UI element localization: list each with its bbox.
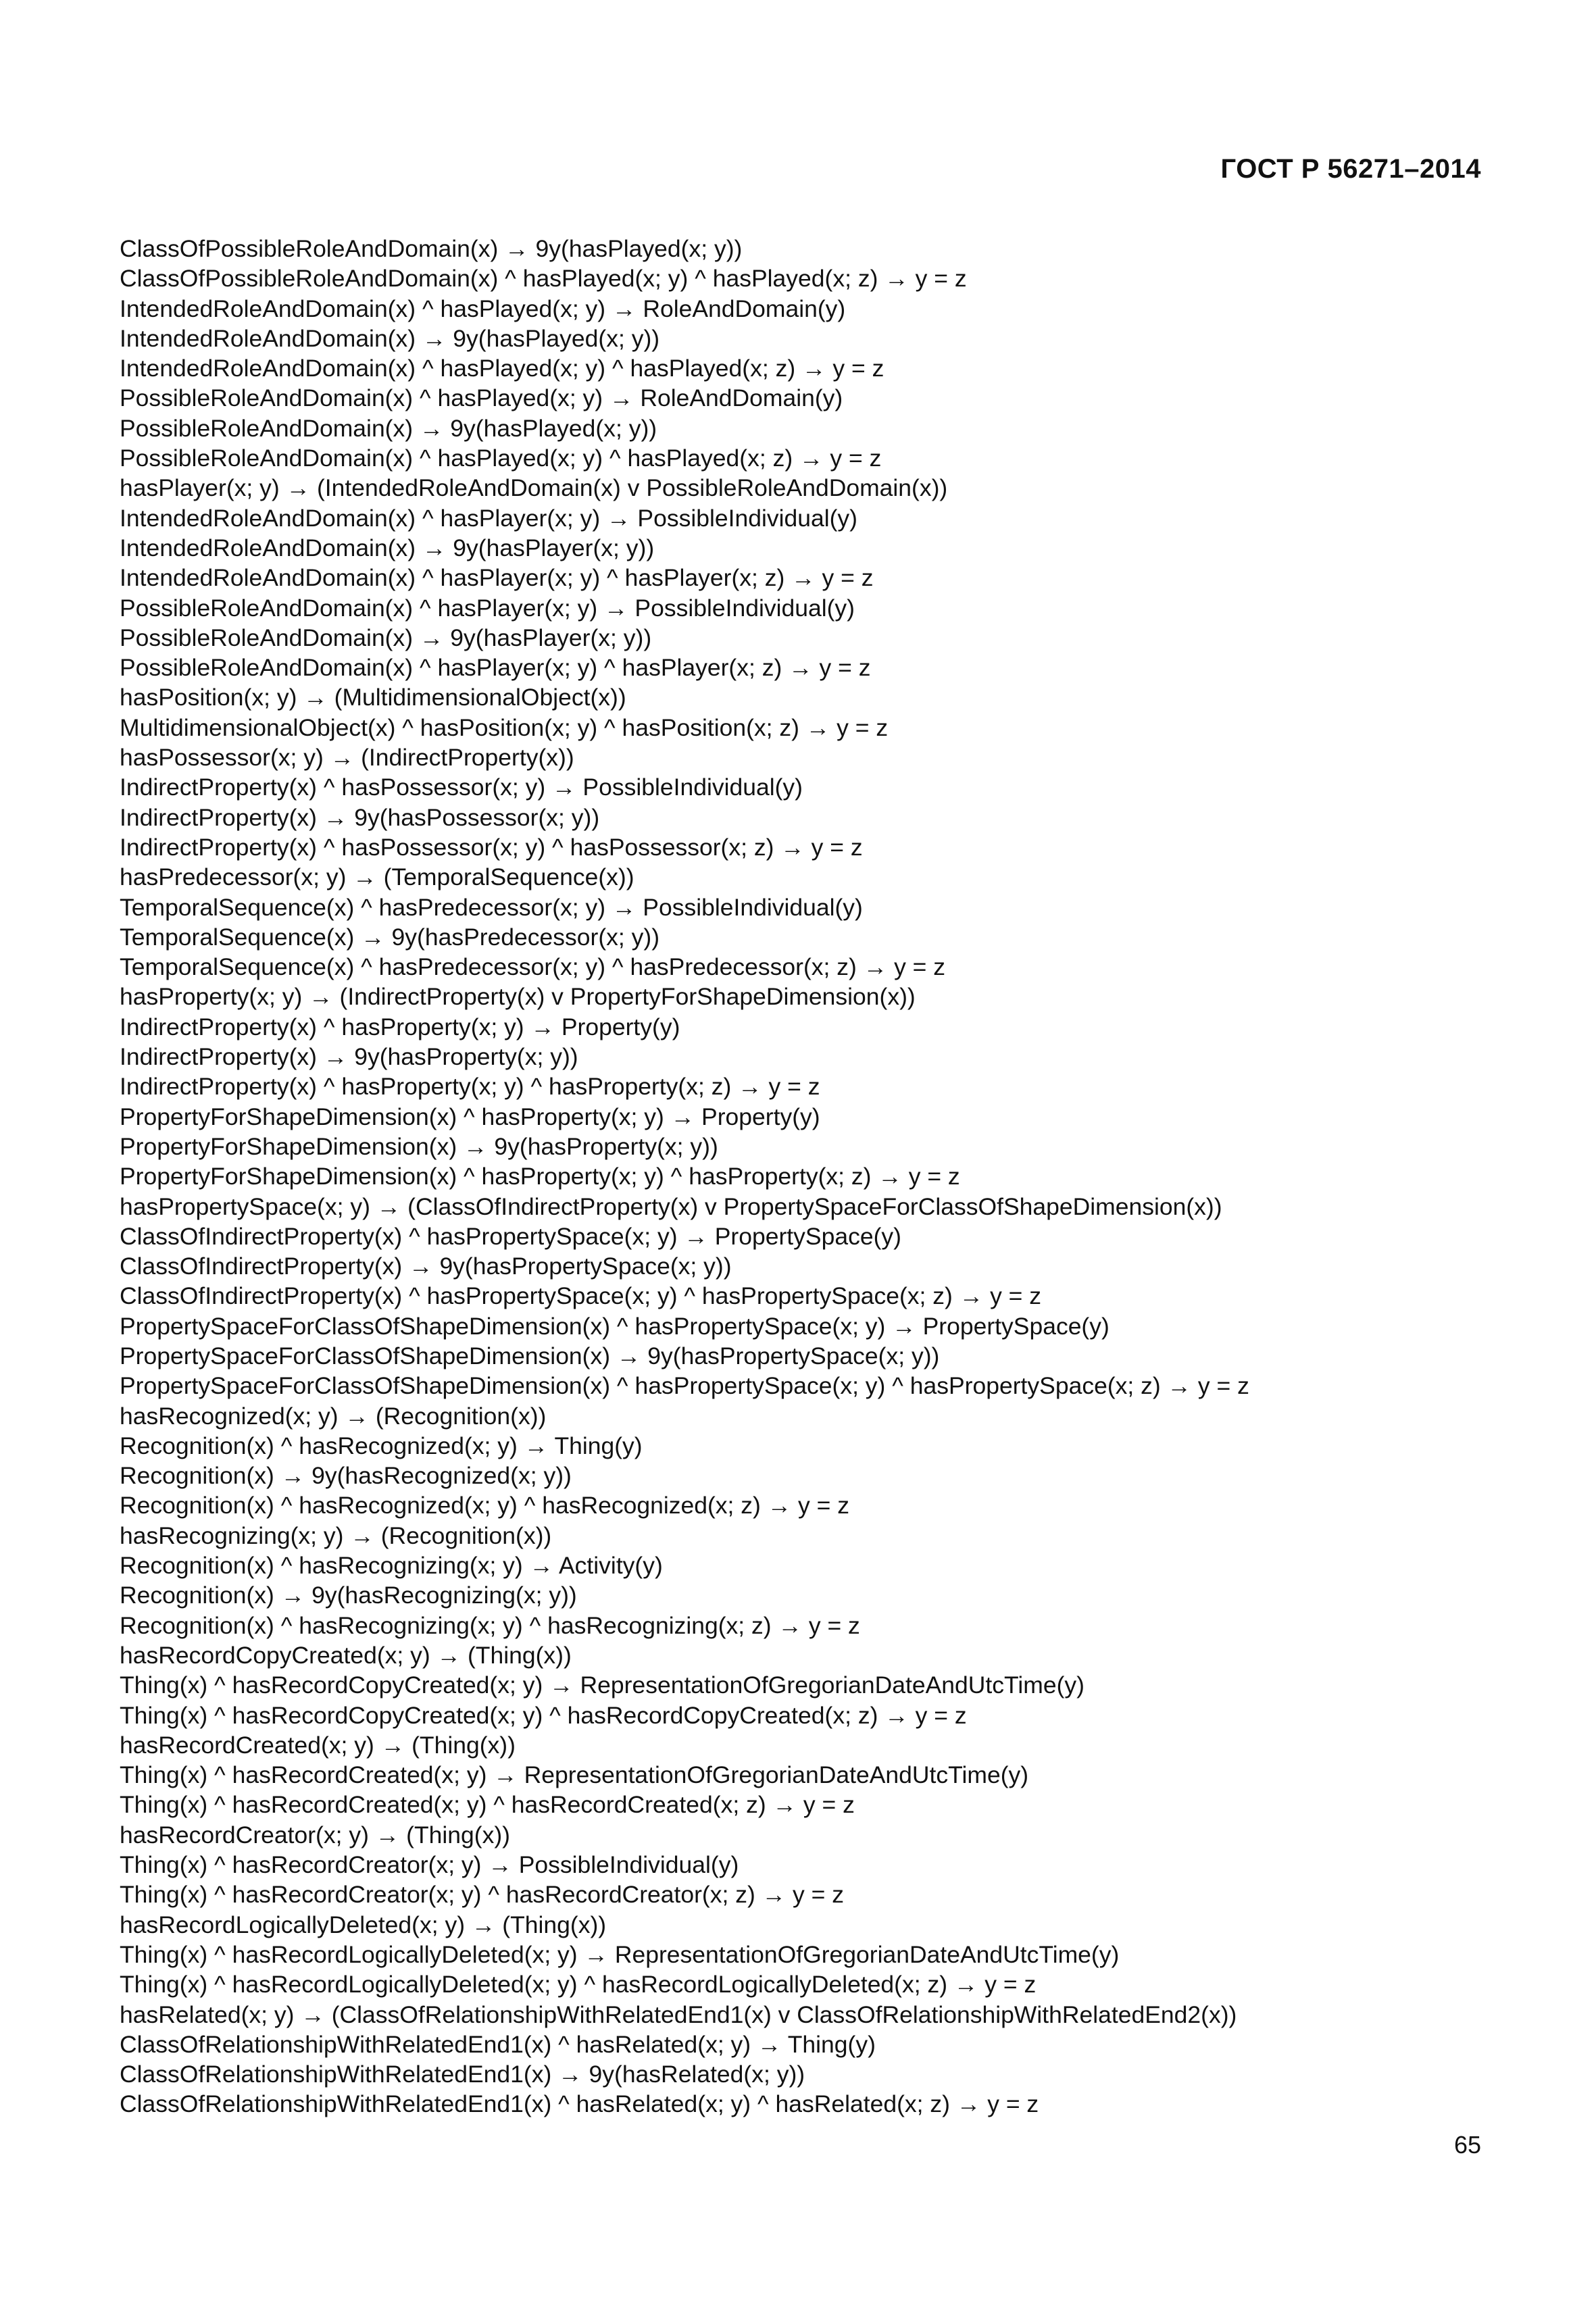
axiom-line: hasPossessor(x; y) → (IndirectProperty(x)) [120, 744, 574, 772]
axiom-line: Thing(x) ^ hasRecordCreator(x; y) ^ hasRecordCreator(x; z) → y = z [120, 1881, 844, 1909]
axiom-line: IntendedRoleAndDomain(x) ^ hasPlayer(x; y) ^ hasPlayer(x; z) → y = z [120, 564, 874, 592]
axiom-line: Thing(x) ^ hasRecordCreated(x; y) ^ hasRecordCreated(x; z) → y = z [120, 1791, 855, 1819]
axiom-line: Recognition(x) ^ hasRecognized(x; y) → Thing(y) [120, 1432, 643, 1459]
axiom-line: IndirectProperty(x) → 9y(hasPossessor(x; y)) [120, 803, 600, 831]
axiom-line: hasPredecessor(x; y) → (TemporalSequence(x)) [120, 863, 634, 891]
axiom-line: Thing(x) ^ hasRecordLogicallyDeleted(x; y) → RepresentationOfGregorianDateAndUtcTime(y) [120, 1940, 1120, 1968]
axiom-line: hasRecognized(x; y) → (Recognition(x)) [120, 1402, 547, 1430]
axiom-line: ClassOfPossibleRoleAndDomain(x) ^ hasPlayed(x; y) ^ hasPlayed(x; z) → y = z [120, 265, 967, 293]
axiom-line: PossibleRoleAndDomain(x) ^ hasPlayer(x; y) → PossibleIndividual(y) [120, 594, 855, 622]
axiom-line: hasRecordCreated(x; y) → (Thing(x)) [120, 1731, 516, 1759]
axiom-line: PropertySpaceForClassOfShapeDimension(x) ^ hasPropertySpace(x; y) → PropertySpace(y) [120, 1312, 1109, 1340]
axiom-line: hasRelated(x; y) → (ClassOfRelationshipWithRelatedEnd1(x) v ClassOfRelationshipWithRelatedEnd2(x)) [120, 2001, 1237, 2028]
axiom-line: ClassOfRelationshipWithRelatedEnd1(x) ^ hasRelated(x; y) → Thing(y) [120, 2030, 876, 2058]
axiom-line: ClassOfPossibleRoleAndDomain(x) → 9y(hasPlayed(x; y)) [120, 235, 743, 262]
axiom-line: Thing(x) ^ hasRecordCopyCreated(x; y) ^ hasRecordCopyCreated(x; z) → y = z [120, 1701, 967, 1729]
axiom-line: hasProperty(x; y) → (IndirectProperty(x) v PropertyForShapeDimension(x)) [120, 983, 916, 1011]
axiom-line: Thing(x) ^ hasRecordCreated(x; y) → RepresentationOfGregorianDateAndUtcTime(y) [120, 1761, 1029, 1789]
axiom-line: hasRecordCreator(x; y) → (Thing(x)) [120, 1821, 510, 1848]
axiom-line: Recognition(x) ^ hasRecognizing(x; y) → Activity(y) [120, 1552, 663, 1580]
axiom-line: IntendedRoleAndDomain(x) → 9y(hasPlayer(x; y)) [120, 534, 655, 561]
axiom-line: PropertyForShapeDimension(x) ^ hasProperty(x; y) ^ hasProperty(x; z) → y = z [120, 1163, 960, 1190]
axiom-line: IntendedRoleAndDomain(x) ^ hasPlayer(x; y) → PossibleIndividual(y) [120, 504, 857, 532]
axiom-line: PossibleRoleAndDomain(x) → 9y(hasPlayer(x; y)) [120, 624, 652, 651]
axiom-line: IndirectProperty(x) → 9y(hasProperty(x; y)) [120, 1043, 578, 1071]
axiom-line: PropertyForShapeDimension(x) → 9y(hasProperty(x; y)) [120, 1132, 718, 1160]
axiom-line: Thing(x) ^ hasRecordLogicallyDeleted(x; y) ^ hasRecordLogicallyDeleted(x; z) → y = z [120, 1971, 1037, 1998]
axiom-line: IndirectProperty(x) ^ hasPossessor(x; y) ^ hasPossessor(x; z) → y = z [120, 833, 863, 861]
axiom-line: PropertySpaceForClassOfShapeDimension(x) ^ hasPropertySpace(x; y) ^ hasPropertySpace(x; z) → y = z [120, 1372, 1249, 1400]
axiom-line: hasPropertySpace(x; y) → (ClassOfIndirectProperty(x) v PropertySpaceForClassOfShapeDimension(x)) [120, 1192, 1222, 1220]
axiom-line: Recognition(x) → 9y(hasRecognized(x; y)) [120, 1462, 572, 1490]
axiom-line: IntendedRoleAndDomain(x) ^ hasPlayed(x; y) ^ hasPlayed(x; z) → y = z [120, 355, 884, 382]
axiom-line: hasRecordLogicallyDeleted(x; y) → (Thing(x)) [120, 1911, 607, 1938]
axiom-line: ClassOfRelationshipWithRelatedEnd1(x) ^ hasRelated(x; y) ^ hasRelated(x; z) → y = z [120, 2090, 1039, 2118]
axiom-line: IntendedRoleAndDomain(x) ^ hasPlayed(x; y) → RoleAndDomain(y) [120, 295, 846, 322]
page-number: 65 [1453, 2131, 1481, 2159]
document-standard-header: ГОСТ Р 56271–2014 [1220, 154, 1481, 184]
axiom-line: TemporalSequence(x) → 9y(hasPredecessor(x; y)) [120, 923, 660, 951]
axiom-line: hasPlayer(x; y) → (IntendedRoleAndDomain(x) v PossibleRoleAndDomain(x)) [120, 474, 948, 502]
axiom-line: TemporalSequence(x) ^ hasPredecessor(x; y) ^ hasPredecessor(x; z) → y = z [120, 953, 946, 981]
axiom-line: Recognition(x) → 9y(hasRecognizing(x; y)) [120, 1582, 577, 1609]
axiom-line: PossibleRoleAndDomain(x) ^ hasPlayed(x; y) ^ hasPlayed(x; z) → y = z [120, 445, 882, 472]
axiom-line: IndirectProperty(x) ^ hasPossessor(x; y) → PossibleIndividual(y) [120, 774, 803, 801]
axiom-line: hasPosition(x; y) → (MultidimensionalObject(x)) [120, 684, 626, 711]
axiom-list [120, 234, 1249, 2119]
axiom-line: ClassOfIndirectProperty(x) → 9y(hasPropertySpace(x; y)) [120, 1253, 732, 1280]
axiom-line: Recognition(x) ^ hasRecognized(x; y) ^ hasRecognized(x; z) → y = z [120, 1492, 850, 1519]
axiom-line: ClassOfIndirectProperty(x) ^ hasPropertySpace(x; y) ^ hasPropertySpace(x; z) → y = z [120, 1282, 1042, 1310]
axiom-line: hasRecordCopyCreated(x; y) → (Thing(x)) [120, 1641, 572, 1669]
axiom-line: hasRecognizing(x; y) → (Recognition(x)) [120, 1521, 552, 1549]
axiom-line: PropertyForShapeDimension(x) ^ hasProperty(x; y) → Property(y) [120, 1103, 820, 1130]
axiom-line: PropertySpaceForClassOfShapeDimension(x) → 9y(hasPropertySpace(x; y)) [120, 1342, 940, 1369]
axiom-line: ClassOfRelationshipWithRelatedEnd1(x) → 9y(hasRelated(x; y)) [120, 2061, 805, 2088]
axiom-line: Recognition(x) ^ hasRecognizing(x; y) ^ hasRecognizing(x; z) → y = z [120, 1611, 860, 1639]
axiom-line: PossibleRoleAndDomain(x) → 9y(hasPlayed(x; y)) [120, 414, 657, 442]
axiom-line: ClassOfIndirectProperty(x) ^ hasPropertySpace(x; y) → PropertySpace(y) [120, 1222, 901, 1250]
axiom-line: IndirectProperty(x) ^ hasProperty(x; y) ^ hasProperty(x; z) → y = z [120, 1073, 820, 1101]
axiom-line: IndirectProperty(x) ^ hasProperty(x; y) → Property(y) [120, 1013, 680, 1040]
axiom-line: IntendedRoleAndDomain(x) → 9y(hasPlayed(x; y)) [120, 324, 660, 352]
axiom-line: TemporalSequence(x) ^ hasPredecessor(x; y) → PossibleIndividual(y) [120, 893, 863, 921]
axiom-line: PossibleRoleAndDomain(x) ^ hasPlayer(x; y) ^ hasPlayer(x; z) → y = z [120, 654, 871, 682]
axiom-line: Thing(x) ^ hasRecordCopyCreated(x; y) → RepresentationOfGregorianDateAndUtcTime(y) [120, 1671, 1084, 1699]
axiom-line: MultidimensionalObject(x) ^ hasPosition(x; y) ^ hasPosition(x; z) → y = z [120, 713, 889, 741]
axiom-line: PossibleRoleAndDomain(x) ^ hasPlayed(x; y) → RoleAndDomain(y) [120, 384, 843, 412]
axiom-line: Thing(x) ^ hasRecordCreator(x; y) → PossibleIndividual(y) [120, 1851, 739, 1879]
